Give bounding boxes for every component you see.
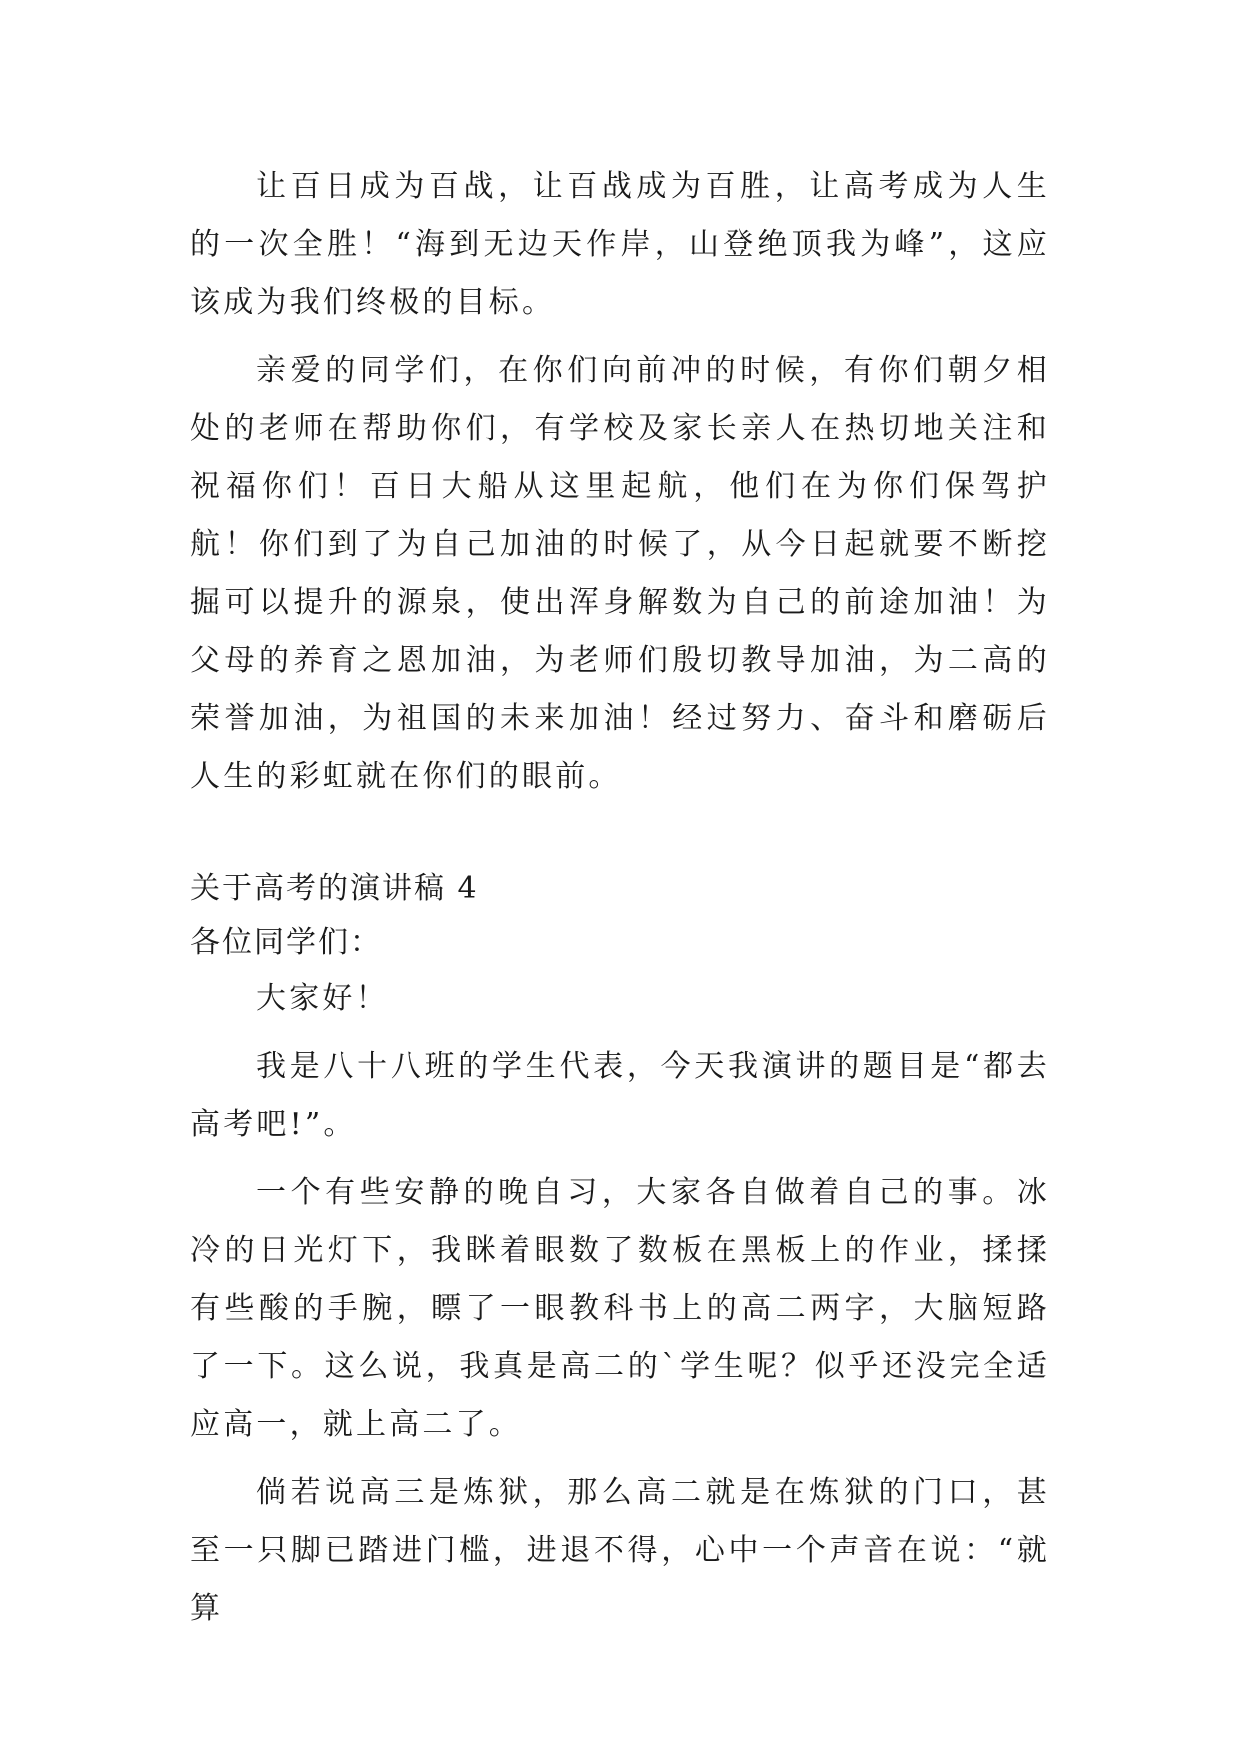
section-title: 关于高考的演讲稿 4	[190, 871, 479, 906]
greeting: 大家好！	[256, 981, 389, 1016]
salutation: 各位同学们：	[190, 925, 382, 960]
paragraph-speech-topic: 我是八十八班的学生代表，今天我演讲的题目是“都去高考吧!”。	[190, 1049, 1050, 1142]
paragraph-purgatory: 倘若说高三是炼狱，那么高二就是在炼狱的门口，甚至一只脚已踏进门槛，进退不得，心中一个声音在说：“就算	[190, 1475, 1050, 1626]
paragraph-dear-students: 亲爱的同学们，在你们向前冲的时候，有你们朝夕相处的老师在帮助你们，有学校及家长亲人在热切地关注和祝福你们！百日大船从这里起航，他们在为你们保驾护航！你们到了为自己加油的时候了，从今日起就要不断挖掘可以提升的源泉，使出浑身解数为自己的前途加油！为父母的养育之恩加油，为老师们殷切教导加油，为二高的荣誉加油，为祖国的未来加油！经过努力、奋斗和磨砺后人生的彩虹就在你们的眼前。	[190, 353, 1050, 794]
paragraph-hundred-days: 让百日成为百战，让百战成为百胜，让高考成为人生的一次全胜！“海到无边天作岸，山登绝顶我为峰”，这应该成为我们终极的目标。	[190, 169, 1050, 320]
document-body	[190, 158, 1050, 1648]
paragraph-evening-study: 一个有些安静的晚自习，大家各自做着自己的事。冰冷的日光灯下，我眯着眼数了数板在黑板上的作业，揉揉有些酸的手腕，瞟了一眼教科书上的高二两字，大脑短路了一下。这么说，我真是高二的`学生呢？似乎还没完全适应高一，就上高二了。	[190, 1175, 1050, 1442]
